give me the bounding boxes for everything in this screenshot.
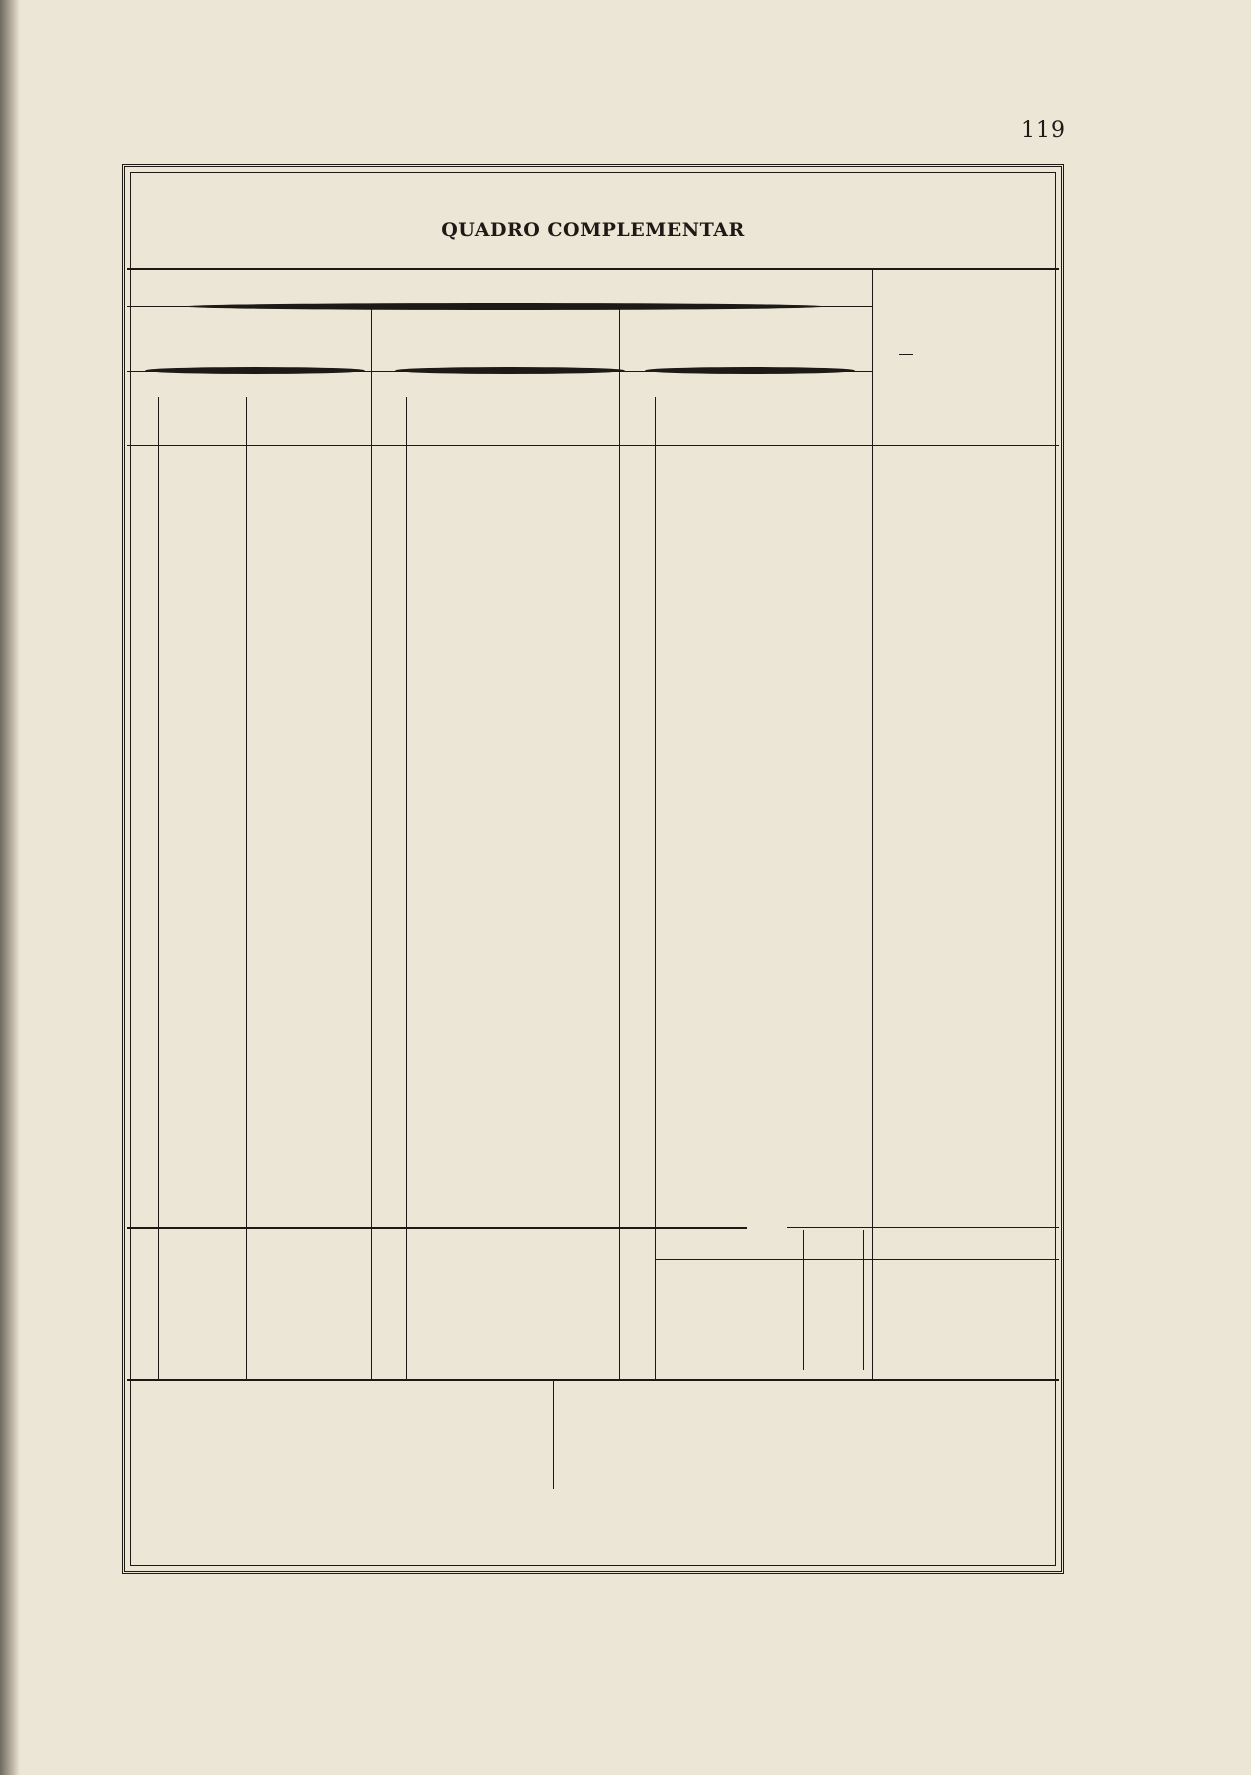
time-brace-3 <box>645 367 855 374</box>
body-bottom-rule <box>127 1227 747 1229</box>
table-inner-frame <box>130 172 1056 1566</box>
book-spine <box>0 0 20 1775</box>
col-rule-cc <box>655 397 656 1379</box>
time-brace-1 <box>145 367 365 374</box>
time-brace-2 <box>395 367 625 374</box>
totals-rule-2 <box>863 1230 864 1370</box>
totals-rule-1 <box>803 1230 804 1370</box>
col-rule-b <box>371 306 372 1379</box>
footer-divider <box>553 1379 554 1489</box>
page-number: 119 <box>1021 118 1066 143</box>
totals-subheader-rule <box>655 1259 1059 1260</box>
table-frame <box>122 164 1064 1574</box>
col-rule-ac <box>246 397 247 1379</box>
col-rule-c <box>619 306 620 1379</box>
subheader-rule <box>127 445 1059 446</box>
group-brace <box>185 303 825 310</box>
header-top-rule <box>127 268 1059 270</box>
col-rule-a <box>158 397 159 1379</box>
month-year-rule <box>899 354 913 355</box>
col-rule-bc <box>406 397 407 1379</box>
totals-top-rule <box>787 1227 1059 1228</box>
col-rule-day <box>872 268 873 1379</box>
footer-rule <box>127 1379 1059 1381</box>
table-title: QUADRO COMPLEMENTAR <box>441 219 745 241</box>
